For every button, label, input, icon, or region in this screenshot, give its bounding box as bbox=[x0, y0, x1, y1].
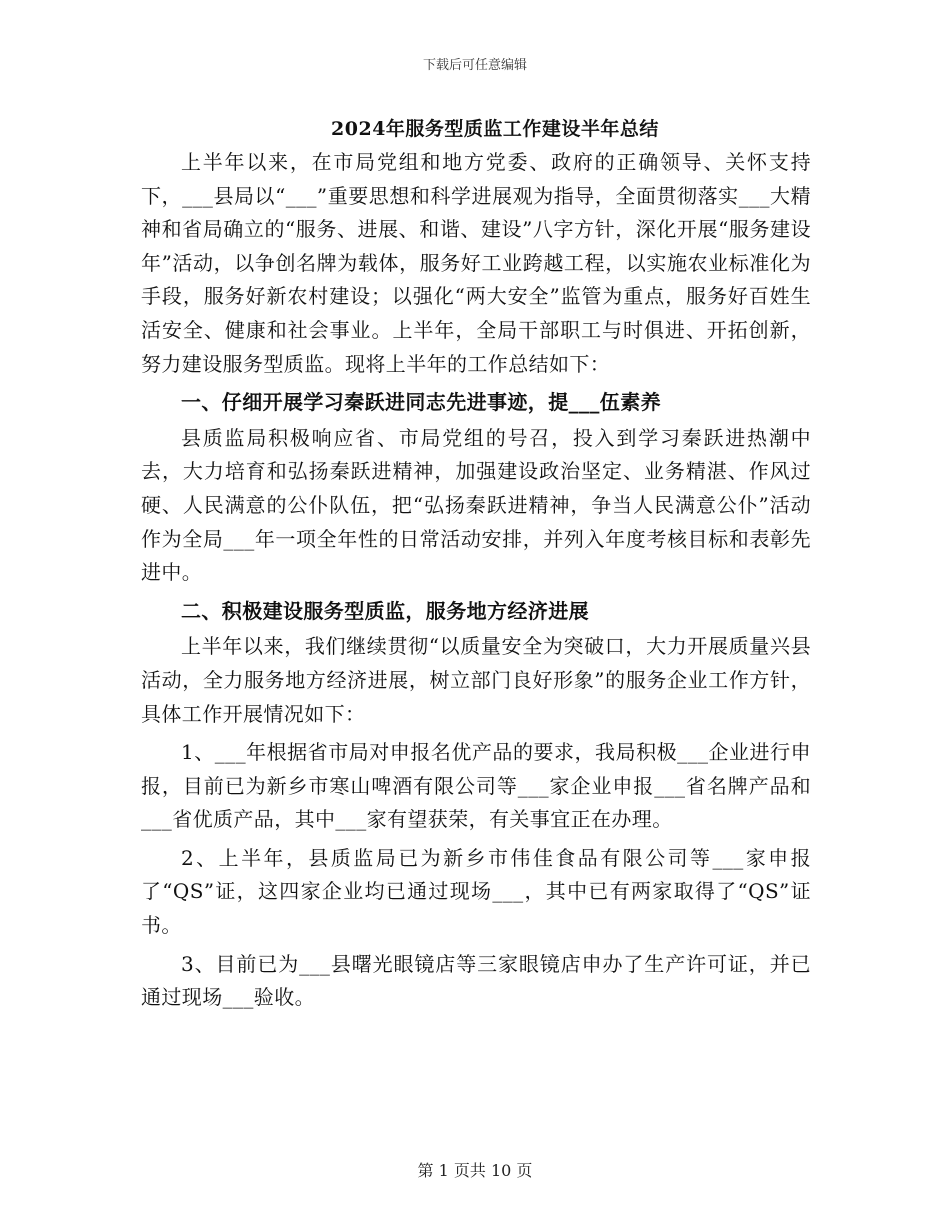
document-title: 2024年服务型质监工作建设半年总结 bbox=[331, 118, 659, 140]
page-number-footer: 第 1 页共 10 页 bbox=[417, 1161, 533, 1180]
section-1-paragraph: 县质监局积极响应省、市局党组的号召，投入到学习秦跃进热潮中去，大力培育和弘扬秦跃进精神，加强建设政治坚定、业务精湛、作风过硬、人民满意的公仆队伍，把“弘扬秦跃进精神，争当人民满意公仆”活动作为全局___年一项全年性的日常活动安排，并列入年度考核目标和表彰先进中。 bbox=[141, 425, 811, 585]
section-heading-1: 一、仔细开展学习秦跃进同志先进事迹，提___伍素养 bbox=[181, 390, 661, 415]
list-item-3: 3、目前已为___县曙光眼镜店等三家眼镜店申办了生产许可证，并已通过现场___验收。 bbox=[141, 951, 811, 1010]
list-item-2: 2、上半年，县质监局已为新乡市伟佳食品有限公司等___家申报了“QS”证，这四家企业均已通过现场___，其中已有两家取得了“QS”证书。 bbox=[141, 845, 811, 938]
list-item-1: 1、___年根据省市局对申报名优产品的要求，我局积极___企业进行申报，目前已为新乡市寒山啤酒有限公司等___家企业申报___省名牌产品和___省优质产品，其中___家有望获荣，有关事宜正在办理。 bbox=[141, 740, 811, 832]
intro-paragraph: 上半年以来，在市局党组和地方党委、政府的正确领导、关怀支持下，___县局以“___”重要思想和科学进展观为指导，全面贯彻落实___大精神和省局确立的“服务、进展、和谐、建设”八字方针，深化开展“服务建设年”活动，以争创名牌为载体，服务好工业跨越工程，以实施农业标准化为手段，服务好新农村建设；以强化“两大安全”监管为重点，服务好百姓生活安全、健康和社会事业。上半年，全局干部职工与时俱进、开拓创新，努力建设服务型质监。现将上半年的工作总结如下： bbox=[141, 150, 811, 376]
section-heading-2: 二、积极建设服务型质监，服务地方经济进展 bbox=[181, 598, 589, 623]
header-note: 下载后可任意编辑 bbox=[422, 58, 527, 73]
document-body bbox=[141, 146, 811, 1015]
section-2-paragraph: 上半年以来，我们继续贯彻“以质量安全为突破口，大力开展质量兴县活动，全力服务地方经济进展，树立部门良好形象”的服务企业工作方针，具体工作开展情况如下： bbox=[141, 634, 811, 726]
